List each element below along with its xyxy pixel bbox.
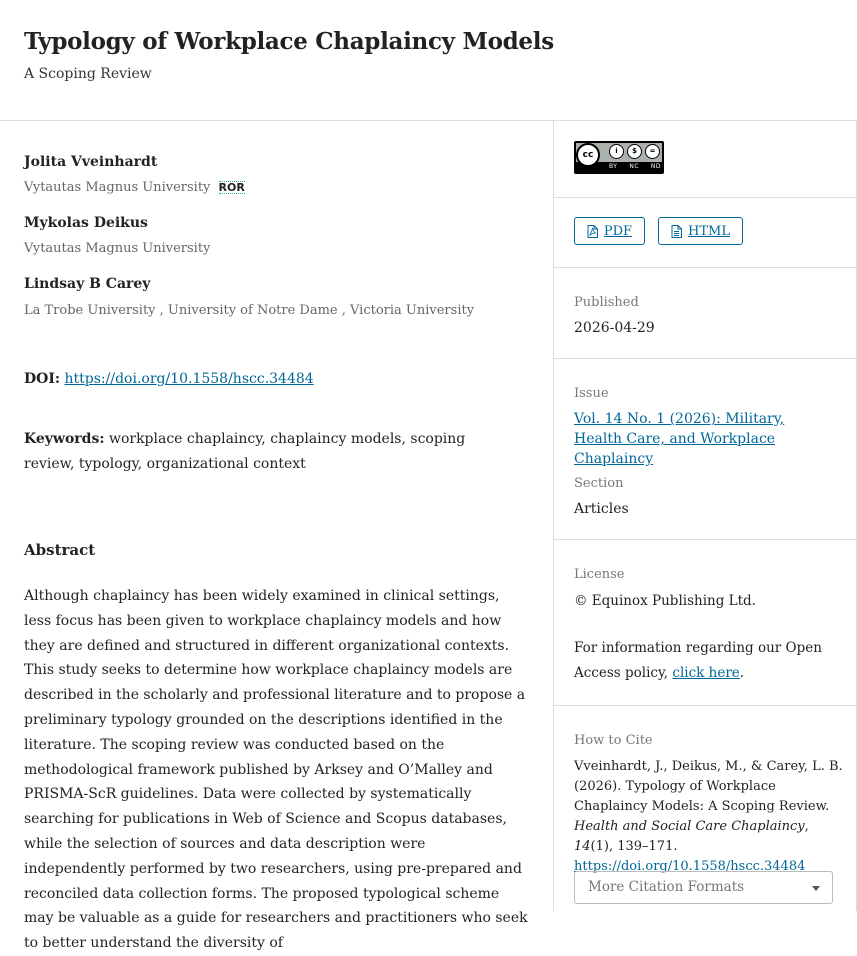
divider (554, 358, 856, 359)
published-date: 2026-04-29 (574, 320, 655, 336)
open-access-link[interactable]: click here (672, 665, 740, 681)
pdf-button-label: PDF (603, 223, 633, 239)
article-title: Typology of Workplace Chaplaincy Models (24, 28, 554, 55)
open-access-text (574, 636, 844, 686)
ror-icon[interactable]: ROR (218, 181, 245, 194)
by-icon: i (609, 144, 624, 159)
author-affiliation: Vytautas Magnus University (24, 241, 211, 256)
open-access-period: . (739, 665, 745, 681)
cc-badge-tags (609, 163, 661, 170)
license-label: License (574, 567, 625, 582)
section-value: Articles (574, 501, 629, 517)
issue-label: Issue (574, 386, 609, 401)
article-sidebar (553, 121, 857, 911)
divider (554, 197, 856, 198)
open-access-desc: For information regarding our Open Access policy, (574, 640, 822, 681)
doi-link[interactable]: https://doi.org/10.1558/hscc.34484 (64, 371, 314, 387)
cc-tag-nd: ND (650, 163, 661, 170)
copyright-text: © Equinox Publishing Ltd. (574, 593, 756, 609)
cc-license-badge[interactable] (574, 141, 664, 174)
citation-doi-link[interactable]: https://doi.org/10.1558/hscc.34484 (574, 859, 806, 874)
issue-link[interactable]: Vol. 14 No. 1 (2026): Military, Health Care, and Workplace Chaplaincy (574, 411, 785, 467)
section-label: Section (574, 476, 624, 491)
abstract-text: Although chaplaincy has been widely examined in clinical settings, less focus has been given to workplace chaplaincy models and how they are defined and structured in different organizational contexts. This study seeks to determine how workplace chaplaincy models are described in the scholarly and professional literature and to propose a preliminary typology grounded on the descriptions identified in the literature. The scoping review was conducted based on the methodological framework published by Arksey and O’Malley and PRISMA-ScR guidelines. Data were collected by systematically searching for publications in Web of Science and Scopus databases, while the selection of sources and data description were independently performed by two researchers, using pre-prepared and reconciled data collection forms. The proposed typological scheme may be valuable as a guide for researchers and practitioners who seek to better understand the diversity of (24, 588, 528, 952)
keywords (24, 427, 504, 477)
author-affiliation (24, 180, 245, 195)
citation-formats-label: More Citation Formats (588, 879, 745, 895)
doi-label: DOI: (24, 371, 61, 387)
author-affiliation-text: Vytautas Magnus University (24, 180, 211, 195)
file-pdf-icon (587, 225, 598, 238)
chevron-down-icon (812, 886, 820, 891)
html-button[interactable] (658, 217, 743, 245)
published-label: Published (574, 295, 639, 310)
cc-icon: cc (576, 143, 600, 167)
abstract-body (24, 584, 529, 956)
html-button-label: HTML (688, 223, 730, 239)
article-header (0, 0, 857, 121)
doi-row (24, 371, 314, 387)
article-subtitle: A Scoping Review (24, 66, 152, 82)
author-affiliation: La Trobe University , University of Notre Dame , Victoria University (24, 303, 475, 318)
citation-journal: Health and Social Care Chaplaincy (574, 819, 805, 834)
nc-icon: $ (627, 144, 642, 159)
how-to-cite-label: How to Cite (574, 733, 653, 748)
divider (554, 539, 856, 540)
file-text-icon (671, 225, 682, 238)
citation-volume: 14 (574, 839, 591, 854)
keywords-text: workplace chaplaincy, chaplaincy models, scoping review, typology, organizational context (24, 431, 466, 472)
author-name: Mykolas Deikus (24, 215, 148, 231)
citation-text: Vveinhardt, J., Deikus, M., & Carey, L. B. (2026). Typology of Workplace Chaplaincy Models: A Scoping Review. Health and Social Care Chaplaincy, 14(1), 139–171. https://doi.org/10.1558/hscc.34484 (574, 759, 843, 874)
citation-formats-select[interactable] (574, 871, 833, 904)
abstract-heading: Abstract (24, 541, 96, 559)
citation-pages: (1), 139–171. (590, 839, 678, 854)
author-name: Lindsay B Carey (24, 276, 151, 292)
cc-tag-by: BY (609, 163, 618, 170)
divider (554, 705, 856, 706)
article-main (0, 121, 553, 952)
keywords-label: Keywords: (24, 431, 105, 447)
citation-main: Vveinhardt, J., Deikus, M., & Carey, L. B. (2026). Typology of Workplace Chaplaincy Models: A Scoping Review. (574, 759, 843, 814)
cc-tag-nc: NC (629, 163, 640, 170)
nd-icon: = (645, 144, 660, 159)
author-name: Jolita Vveinhardt (24, 154, 158, 170)
divider (554, 267, 856, 268)
pdf-button[interactable] (574, 217, 645, 245)
